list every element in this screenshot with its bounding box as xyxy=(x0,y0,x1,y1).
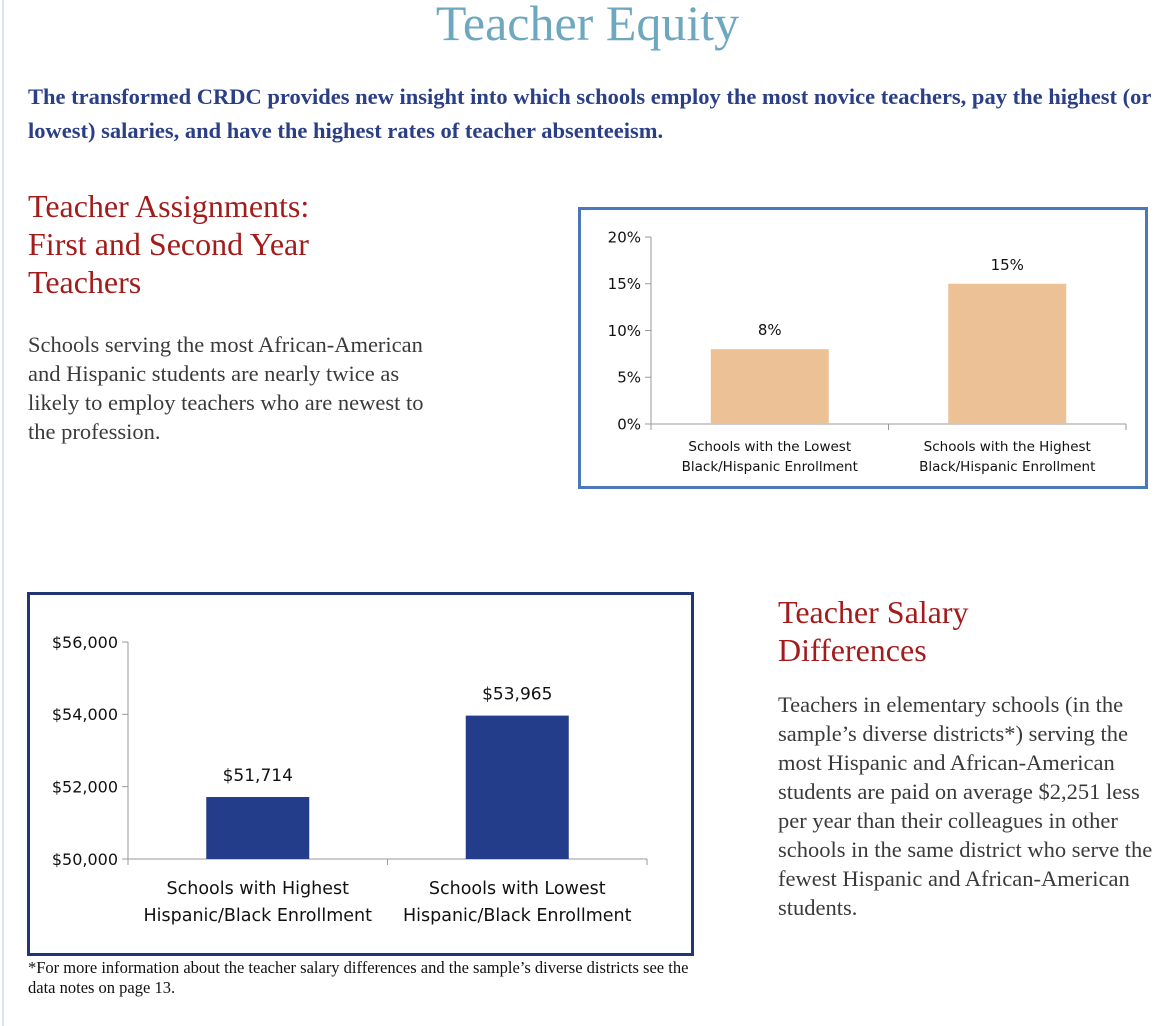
teacher-salary-chart xyxy=(27,592,694,956)
data-label: $51,714 xyxy=(222,766,293,787)
bar xyxy=(466,716,569,859)
teacher-salary-heading xyxy=(778,593,1138,669)
heading-line: Teacher Salary xyxy=(778,594,969,630)
teacher-assignments-heading xyxy=(28,187,448,301)
y-tick-label: $54,000 xyxy=(51,705,118,725)
novice-teachers-chart-svg xyxy=(581,210,1145,486)
y-tick-label: 5% xyxy=(617,368,641,387)
x-category-label: Schools with Lowest xyxy=(428,879,606,899)
x-category-label: Hispanic/Black Enrollment xyxy=(402,906,632,926)
footnote: *For more information about the teacher salary differences and the sample’s diverse districts see the data notes on page 13. xyxy=(28,958,689,997)
teacher-salary-chart-svg xyxy=(30,595,691,953)
data-label: 8% xyxy=(757,321,782,340)
heading-line: Differences xyxy=(778,632,927,668)
y-tick-label: 10% xyxy=(607,321,641,340)
x-category-label: Hispanic/Black Enrollment xyxy=(143,906,373,926)
y-tick-label: $56,000 xyxy=(51,632,118,652)
x-category-label: Black/Hispanic Enrollment xyxy=(919,459,1096,475)
page-left-rule xyxy=(2,0,4,1026)
page-title: Teacher Equity xyxy=(435,0,740,51)
heading-line: First and Second Year xyxy=(28,226,309,262)
data-label: 15% xyxy=(990,255,1024,274)
heading-line: Teacher Assignments: xyxy=(28,188,310,224)
intro-text: The transformed CRDC provides new insight into which schools employ the most novice teachers, pay the highest (or lowest) salaries, and have the highest rates of teacher absenteeism. xyxy=(28,84,1151,143)
bar xyxy=(711,349,829,424)
data-label: $53,965 xyxy=(482,684,553,705)
bar xyxy=(206,797,309,859)
y-tick-label: 20% xyxy=(607,228,641,247)
x-category-label: Schools with the Highest xyxy=(923,439,1091,455)
y-tick-label: $52,000 xyxy=(51,777,118,797)
teacher-salary-text: Teachers in elementary schools (in the sample’s diverse districts*) serving the most Hispanic and African-American students are paid on average $2,251 less per year than their colleagues in other schools in the same district who serve the fewest Hispanic and African-American students. xyxy=(778,692,1153,920)
teacher-assignments-text: Schools serving the most African-American and Hispanic students are nearly twice as likely to employ teachers who are newest to the profession. xyxy=(28,332,424,444)
x-category-label: Schools with Highest xyxy=(166,879,349,899)
x-category-label: Schools with the Lowest xyxy=(688,439,852,455)
novice-teachers-chart xyxy=(578,207,1148,489)
x-category-label: Black/Hispanic Enrollment xyxy=(681,459,858,475)
bar xyxy=(948,284,1066,424)
heading-line: Teachers xyxy=(28,264,142,300)
y-tick-label: 15% xyxy=(607,275,641,294)
y-tick-label: 0% xyxy=(617,415,641,434)
y-tick-label: $50,000 xyxy=(51,849,118,869)
